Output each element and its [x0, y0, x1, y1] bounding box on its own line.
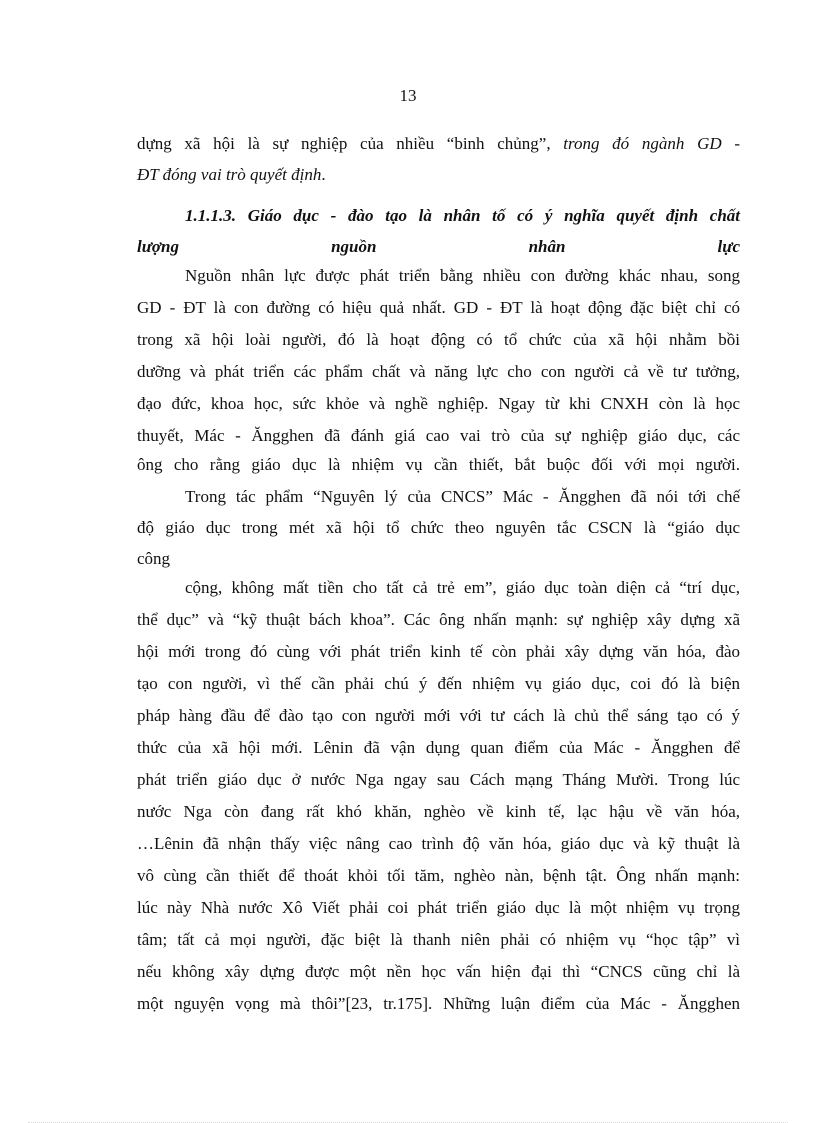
- italic-span: ĐT đóng vai trò quyết định: [137, 165, 322, 184]
- text-line: GD - ĐT là con đường có hiệu quả nhất. GD - ĐT là hoạt động đặc biệt chỉ có: [137, 298, 740, 317]
- text-line: phát triển giáo dục ở nước Nga ngay sau Cách mạng Tháng Mười. Trong lúc: [137, 770, 740, 789]
- text-line: trong xã hội loài người, đó là hoạt động có tổ chức của xã hội nhằm bồi: [137, 330, 740, 349]
- section-heading-cont: lượng nguồn nhân lực: [137, 237, 740, 256]
- text-line: nếu không xây dựng được một nền học vấn hiện đại thì “CNCS cũng chỉ là: [137, 962, 740, 981]
- text-line: lúc này Nhà nước Xô Viết phải coi phát triển giáo dục là một nhiệm vụ trọng: [137, 898, 740, 917]
- text-line: Trong tác phẩm “Nguyên lý của CNCS” Mác - Ăngghen đã nói tới chế: [185, 487, 740, 506]
- text-line: [137, 165, 740, 185]
- text-line: Nguồn nhân lực được phát triển bằng nhiều con đường khác nhau, song: [185, 266, 740, 285]
- text-line: đạo đức, khoa học, sức khỏe và nghề nghiệp. Ngay từ khi CNXH còn là học: [137, 394, 740, 413]
- page-number: 13: [399, 86, 417, 105]
- text-span: .: [321, 165, 326, 184]
- text-line: tâm; tất cả mọi người, đặc biệt là thanh niên phải có nhiệm vụ “học tập” vì: [137, 930, 740, 949]
- text-line: thể dục” và “kỹ thuật bách khoa”. Các ông nhấn mạnh: sự nghiệp xây dựng xã: [137, 610, 740, 629]
- text-line: độ giáo dục trong mét xã hội tổ chức theo nguyên tắc CSCN là “giáo dục: [137, 518, 740, 537]
- text-line: [137, 134, 740, 154]
- text-line: ông cho rằng giáo dục là nhiệm vụ cần thiết, bắt buộc đối với mọi người.: [137, 455, 740, 474]
- text-span: dựng xã hội là sự nghiệp của nhiều “binh chủng”,: [137, 134, 564, 153]
- text-line: thuyết, Mác - Ăngghen đã đánh giá cao vai trò của sự nghiệp giáo dục, các: [137, 426, 740, 445]
- text-line: nước Nga còn đang rất khó khăn, nghèo về kinh tế, lạc hậu về văn hóa,: [137, 802, 740, 821]
- text-line: pháp hàng đầu để đào tạo con người mới với tư cách là chủ thể sáng tạo có ý: [137, 706, 740, 725]
- text-line: tạo con người, vì thế cần phải chú ý đến nhiệm vụ giáo dục, coi đó là biện: [137, 674, 740, 693]
- text-line: một nguyện vọng mà thôi”[23, tr.175]. Những luận điểm của Mác - Ăngghen: [137, 994, 740, 1013]
- text-line: …Lênin đã nhận thấy việc nâng cao trình độ văn hóa, giáo dục và kỹ thuật là: [137, 834, 740, 853]
- section-heading: 1.1.1.3. Giáo dục - đào tạo là nhân tố có ý nghĩa quyết định chất: [185, 206, 740, 225]
- text-line: vô cùng cần thiết để thoát khỏi tối tăm, nghèo nàn, bệnh tật. Ông nhấn mạnh:: [137, 866, 740, 885]
- italic-span: trong đó ngành GD -: [563, 134, 740, 153]
- text-line: thức của xã hội mới. Lênin đã vận dụng quan điểm của Mác - Ăngghen để: [137, 738, 740, 757]
- text-line: dưỡng và phát triển các phẩm chất và năng lực cho con người cả về tư tưởng,: [137, 362, 740, 381]
- text-line: công: [137, 549, 171, 568]
- text-line: cộng, không mất tiền cho tất cả trẻ em”, giáo dục toàn diện cả “trí dục,: [185, 578, 740, 597]
- text-line: hội mới trong đó cùng với phát triển kinh tế còn phải xây dựng văn hóa, đào: [137, 642, 740, 661]
